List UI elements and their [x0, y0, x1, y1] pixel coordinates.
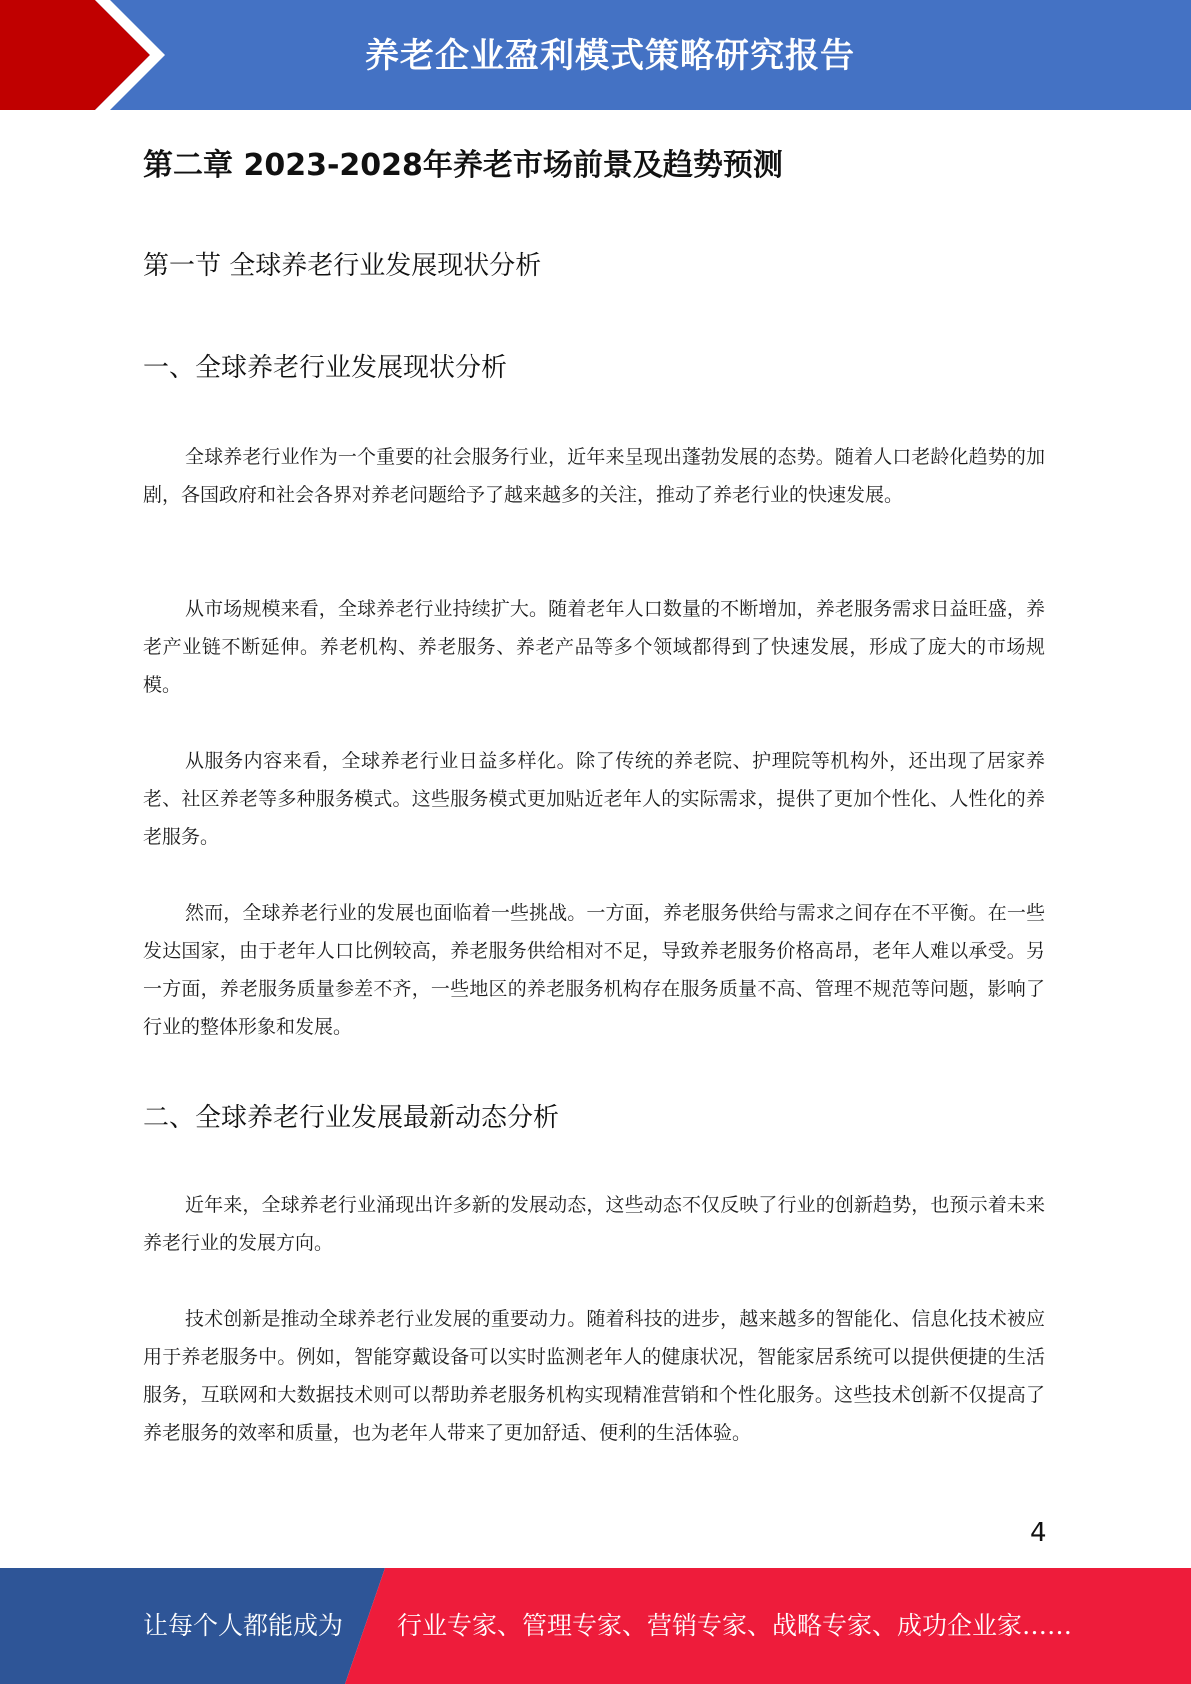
- header-banner: [0, 0, 1191, 110]
- paragraph: 近年来，全球养老行业涌现出许多新的发展动态，这些动态不仅反映了行业的创新趋势，也预示着未来养老行业的发展方向。: [143, 1194, 1045, 1254]
- paragraph: 全球养老行业作为一个重要的社会服务行业，近年来呈现出蓬勃发展的态势。随着人口老龄化趋势的加剧，各国政府和社会各界对养老问题给予了越来越多的关注，推动了养老行业的快速发展。: [143, 446, 1045, 506]
- paragraph: 然而，全球养老行业的发展也面临着一些挑战。一方面，养老服务供给与需求之间存在不平衡。在一些发达国家，由于老年人口比例较高，养老服务供给相对不足，导致养老服务价格高昂，老年人难以承受。另一方面，养老服务质量参差不齐，一些地区的养老服务机构存在服务质量不高、管理不规范等问题，影响了行业的整体形象和发展。: [143, 902, 1045, 1038]
- report-title: 养老企业盈利模式策略研究报告: [365, 36, 855, 76]
- subsection-title-2: 二、全球养老行业发展最新动态分析: [143, 1103, 560, 1133]
- page-number: 4: [1030, 1518, 1047, 1548]
- footer-banner: [0, 1568, 1191, 1684]
- footer-slogan-right: 行业专家、管理专家、营销专家、战略专家、成功企业家……: [397, 1611, 1073, 1640]
- paragraph: 从市场规模来看，全球养老行业持续扩大。随着老年人口数量的不断增加，养老服务需求日益旺盛，养老产业链不断延伸。养老机构、养老服务、养老产品等多个领域都得到了快速发展，形成了庞大的市场规模。: [143, 598, 1045, 696]
- paragraph: 技术创新是推动全球养老行业发展的重要动力。随着科技的进步，越来越多的智能化、信息化技术被应用于养老服务中。例如，智能穿戴设备可以实时监测老年人的健康状况，智能家居系统可以提供便捷的生活服务，互联网和大数据技术则可以帮助养老服务机构实现精准营销和个性化服务。这些技术创新不仅提高了养老服务的效率和质量，也为老年人带来了更加舒适、便利的生活体验。: [143, 1308, 1045, 1444]
- subsection-title-1: 一、全球养老行业发展现状分析: [143, 353, 508, 383]
- section-title: 第一节 全球养老行业发展现状分析: [143, 251, 542, 281]
- paragraph: 从服务内容来看，全球养老行业日益多样化。除了传统的养老院、护理院等机构外，还出现了居家养老、社区养老等多种服务模式。这些服务模式更加贴近老年人的实际需求，提供了更加个性化、人性化的养老服务。: [143, 750, 1045, 848]
- footer-slogan-left: 让每个人都能成为: [143, 1611, 344, 1640]
- chapter-title: 第二章 2023-2028年养老市场前景及趋势预测: [143, 148, 783, 183]
